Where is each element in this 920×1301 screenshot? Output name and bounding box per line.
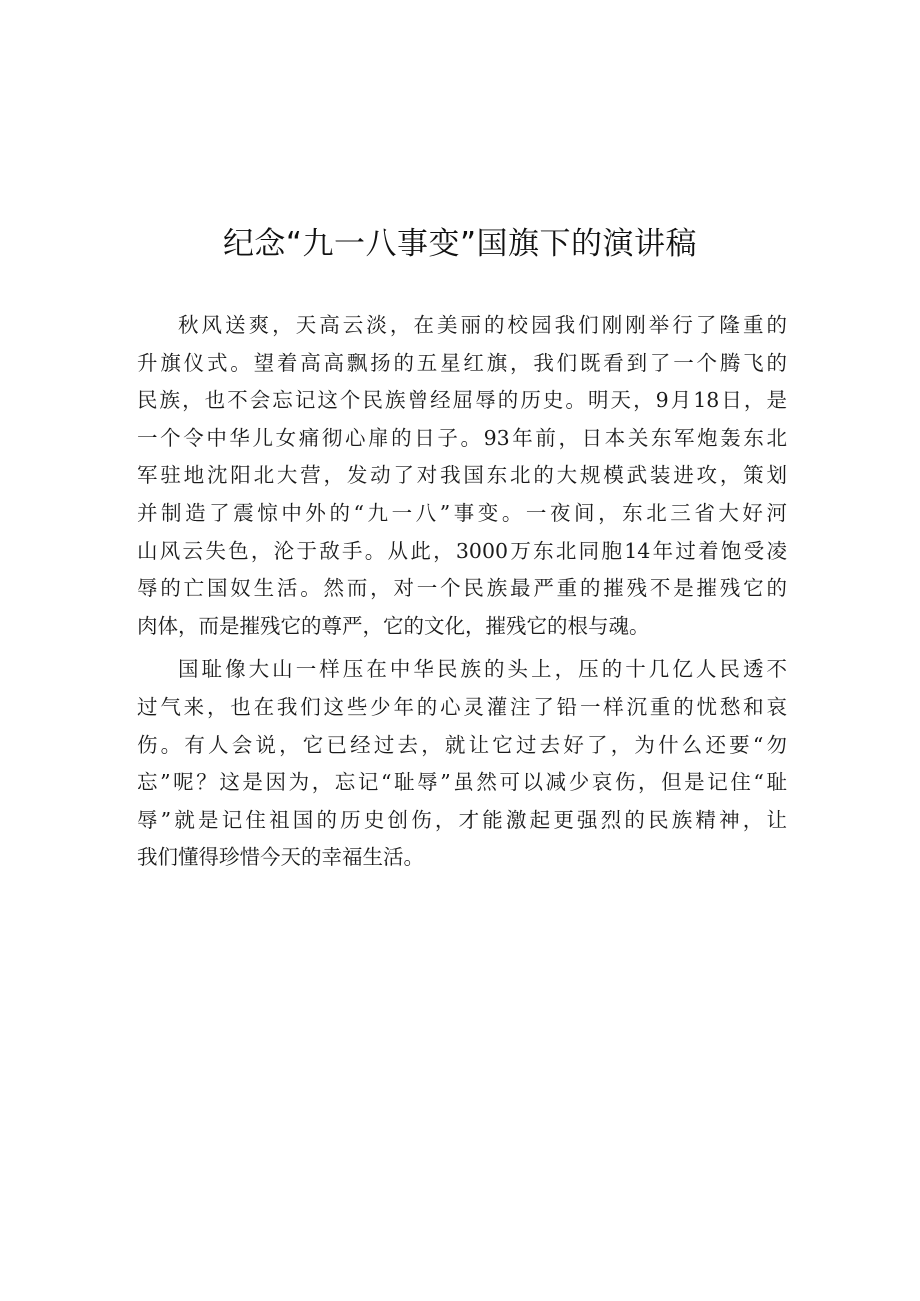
paragraph-1 — [137, 307, 787, 645]
paragraph-line: 辱”就是记住祖国的历史创伤，才能激起更强烈的民族精神，让 — [137, 807, 787, 832]
paragraph-line: 升旗仪式。望着高高飘扬的五星红旗，我们既看到了一个腾飞的 — [137, 350, 787, 375]
paragraph-line: 国耻像大山一样压在中华民族的头上，压的十几亿人民透不 — [178, 657, 787, 682]
paragraph-line: 山风云失色，沦于敌手。从此，3000万东北同胞14年过着饱受凌 — [137, 538, 787, 563]
paragraph-line: 秋风送爽，天高云淡，在美丽的校园我们刚刚举行了隆重的 — [178, 313, 787, 337]
paragraph-line: 一个令中华儿女痛彻心扉的日子。93年前，日本关东军炮轰东北 — [137, 425, 787, 450]
paragraph-line: 我们懂得珍惜今天的幸福生活。 — [137, 845, 424, 870]
paragraph-line: 辱的亡国奴生活。然而，对一个民族最严重的摧残不是摧残它的 — [137, 576, 787, 601]
paragraph-line: 肉体，而是摧残它的尊严，它的文化，摧残它的根与魂。 — [137, 613, 650, 638]
paragraph-line: 伤。有人会说，它已经过去，就让它过去好了，为什么还要“勿 — [137, 732, 787, 757]
paragraph-line: 军驻地沈阳北大营，发动了对我国东北的大规模武装进攻，策划 — [137, 463, 787, 488]
paragraph-2 — [137, 651, 787, 877]
paragraph-line: 忘”呢？这是因为，忘记“耻辱”虽然可以减少哀伤，但是记住“耻 — [137, 770, 787, 795]
paragraph-line: 过气来，也在我们这些少年的心灵灌注了铅一样沉重的忧愁和哀 — [137, 694, 787, 719]
document-body — [137, 307, 787, 877]
paragraph-line: 民族，也不会忘记这个民族曾经屈辱的历史。明天，9月18日，是 — [137, 388, 787, 413]
paragraph-line: 并制造了震惊中外的“九一八”事变。一夜间，东北三省大好河 — [137, 500, 787, 525]
document-title: 纪念“九一八事变”国旗下的演讲稿 — [222, 226, 698, 262]
